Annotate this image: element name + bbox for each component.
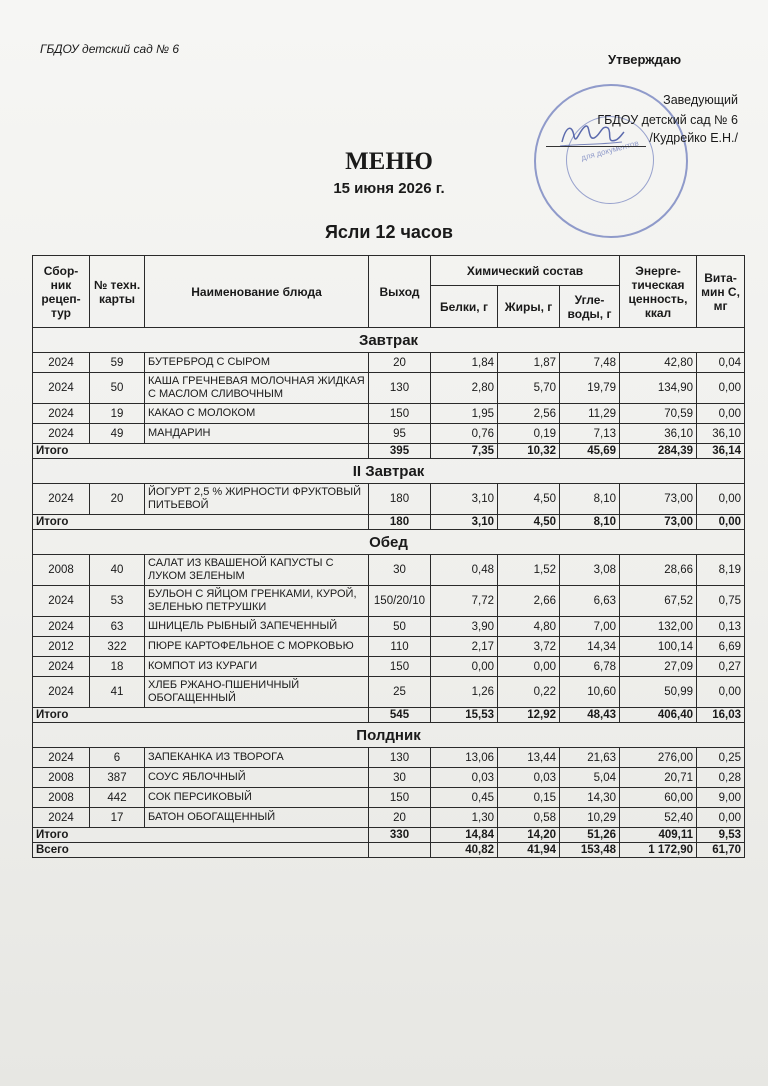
dish-name-cell: БУЛЬОН С ЯЙЦОМ ГРЕНКАМИ, КУРОЙ, ЗЕЛЕНЬЮ ПЕТРУШКИ	[145, 586, 369, 617]
energy-cell: 27,09	[620, 657, 697, 677]
vitamin-c-cell: 8,19	[697, 555, 745, 586]
handwritten-signature	[556, 118, 626, 152]
collection-cell: 2008	[33, 555, 90, 586]
subtotal-output: 180	[369, 515, 431, 530]
fat-cell: 1,52	[498, 555, 560, 586]
card-cell: 387	[90, 768, 145, 788]
organization-name: ГБДОУ детский сад № 6	[40, 42, 180, 56]
column-header-fat: Жиры, г	[498, 286, 560, 328]
output-cell: 30	[369, 555, 431, 586]
dish-name-cell: САЛАТ ИЗ КВАШЕНОЙ КАПУСТЫ С ЛУКОМ ЗЕЛЕНЫМ	[145, 555, 369, 586]
dish-name-cell: КОМПОТ ИЗ КУРАГИ	[145, 657, 369, 677]
subtotal-vitamin-c: 9,53	[697, 828, 745, 843]
subtotal-fat: 4,50	[498, 515, 560, 530]
energy-cell: 100,14	[620, 637, 697, 657]
protein-cell: 1,26	[431, 677, 498, 708]
output-cell: 150	[369, 657, 431, 677]
vitamin-c-cell: 9,00	[697, 788, 745, 808]
collection-cell: 2012	[33, 637, 90, 657]
energy-cell: 70,59	[620, 404, 697, 424]
protein-cell: 7,72	[431, 586, 498, 617]
subtotal-carbs: 51,26	[560, 828, 620, 843]
column-header-chemical: Химический состав	[431, 256, 620, 286]
output-cell: 25	[369, 677, 431, 708]
card-cell: 6	[90, 748, 145, 768]
grand-total-protein: 40,82	[431, 843, 498, 858]
document-title: МЕНЮ	[345, 148, 433, 175]
collection-cell: 2024	[33, 808, 90, 828]
output-cell: 95	[369, 424, 431, 444]
table-row	[33, 768, 745, 788]
card-cell: 50	[90, 373, 145, 404]
grand-total-carbs: 153,48	[560, 843, 620, 858]
section-header-row	[33, 328, 745, 353]
card-cell: 59	[90, 353, 145, 373]
fat-cell: 3,72	[498, 637, 560, 657]
table-row	[33, 424, 745, 444]
output-cell: 150	[369, 788, 431, 808]
protein-cell: 0,00	[431, 657, 498, 677]
energy-cell: 28,66	[620, 555, 697, 586]
fat-cell: 0,22	[498, 677, 560, 708]
subtotal-label: Итого	[33, 828, 369, 843]
subtotal-fat: 12,92	[498, 708, 560, 723]
section-title: Завтрак	[33, 328, 745, 353]
dish-name-cell: ЙОГУРТ 2,5 % ЖИРНОСТИ ФРУКТОВЫЙ ПИТЬЕВОЙ	[145, 484, 369, 515]
protein-cell: 1,30	[431, 808, 498, 828]
column-header-output: Выход	[369, 256, 431, 328]
card-cell: 53	[90, 586, 145, 617]
collection-cell: 2024	[33, 373, 90, 404]
card-cell: 322	[90, 637, 145, 657]
collection-cell: 2008	[33, 788, 90, 808]
fat-cell: 1,87	[498, 353, 560, 373]
grand-total-row	[33, 843, 745, 858]
dish-name-cell: КАША ГРЕЧНЕВАЯ МОЛОЧНАЯ ЖИДКАЯ С МАСЛОМ СЛИВОЧНЫМ	[145, 373, 369, 404]
vitamin-c-cell: 0,00	[697, 373, 745, 404]
carbs-cell: 14,30	[560, 788, 620, 808]
carbs-cell: 10,60	[560, 677, 620, 708]
carbs-cell: 8,10	[560, 484, 620, 515]
card-cell: 19	[90, 404, 145, 424]
subtotal-protein: 15,53	[431, 708, 498, 723]
protein-cell: 0,03	[431, 768, 498, 788]
carbs-cell: 7,13	[560, 424, 620, 444]
vitamin-c-cell: 0,00	[697, 808, 745, 828]
collection-cell: 2024	[33, 617, 90, 637]
column-header-collection: Сбор-ник рецеп-тур	[33, 256, 90, 328]
age-group: Ясли 12 часов	[324, 222, 453, 242]
table-row	[33, 555, 745, 586]
energy-cell: 50,99	[620, 677, 697, 708]
fat-cell: 0,03	[498, 768, 560, 788]
subtotal-row	[33, 828, 745, 843]
card-cell: 40	[90, 555, 145, 586]
subtotal-label: Итого	[33, 444, 369, 459]
collection-cell: 2024	[33, 657, 90, 677]
fat-cell: 4,80	[498, 617, 560, 637]
subtotal-fat: 10,32	[498, 444, 560, 459]
table-row	[33, 484, 745, 515]
carbs-cell: 7,48	[560, 353, 620, 373]
collection-cell: 2024	[33, 748, 90, 768]
subtotal-protein: 14,84	[431, 828, 498, 843]
vitamin-c-cell: 0,28	[697, 768, 745, 788]
subtotal-row	[33, 444, 745, 459]
subtotal-row	[33, 515, 745, 530]
vitamin-c-cell: 0,13	[697, 617, 745, 637]
carbs-cell: 19,79	[560, 373, 620, 404]
card-cell: 20	[90, 484, 145, 515]
energy-cell: 36,10	[620, 424, 697, 444]
section-header-row	[33, 530, 745, 555]
grand-total-vitamin-c: 61,70	[697, 843, 745, 858]
subtotal-label: Итого	[33, 515, 369, 530]
subtotal-energy: 409,11	[620, 828, 697, 843]
collection-cell: 2024	[33, 353, 90, 373]
dish-name-cell: ЗАПЕКАНКА ИЗ ТВОРОГА	[145, 748, 369, 768]
dish-name-cell: ПЮРЕ КАРТОФЕЛЬНОЕ С МОРКОВЬЮ	[145, 637, 369, 657]
subtotal-protein: 3,10	[431, 515, 498, 530]
card-cell: 442	[90, 788, 145, 808]
card-cell: 41	[90, 677, 145, 708]
subtotal-row	[33, 708, 745, 723]
head-organization: ГБДОУ детский сад № 6	[597, 113, 738, 127]
protein-cell: 0,76	[431, 424, 498, 444]
carbs-cell: 7,00	[560, 617, 620, 637]
protein-cell: 3,10	[431, 484, 498, 515]
dish-name-cell: СОК ПЕРСИКОВЫЙ	[145, 788, 369, 808]
energy-cell: 20,71	[620, 768, 697, 788]
energy-cell: 132,00	[620, 617, 697, 637]
subtotal-output: 395	[369, 444, 431, 459]
subtotal-vitamin-c: 16,03	[697, 708, 745, 723]
table-row	[33, 353, 745, 373]
vitamin-c-cell: 0,04	[697, 353, 745, 373]
subtotal-energy: 406,40	[620, 708, 697, 723]
subtotal-protein: 7,35	[431, 444, 498, 459]
section-title: Полдник	[33, 723, 745, 748]
stamp-text: для документов	[580, 138, 640, 163]
protein-cell: 2,17	[431, 637, 498, 657]
table-row	[33, 617, 745, 637]
collection-cell: 2024	[33, 484, 90, 515]
subtotal-vitamin-c: 36,14	[697, 444, 745, 459]
column-header-vitamin-c: Вита-мин С, мг	[697, 256, 745, 328]
energy-cell: 52,40	[620, 808, 697, 828]
energy-cell: 67,52	[620, 586, 697, 617]
dish-name-cell: СОУС ЯБЛОЧНЫЙ	[145, 768, 369, 788]
vitamin-c-cell: 36,10	[697, 424, 745, 444]
dish-name-cell: ХЛЕБ РЖАНО-ПШЕНИЧНЫЙ ОБОГАЩЕННЫЙ	[145, 677, 369, 708]
protein-cell: 3,90	[431, 617, 498, 637]
collection-cell: 2008	[33, 768, 90, 788]
table-row	[33, 808, 745, 828]
subtotal-energy: 284,39	[620, 444, 697, 459]
fat-cell: 0,15	[498, 788, 560, 808]
carbs-cell: 11,29	[560, 404, 620, 424]
fat-cell: 0,58	[498, 808, 560, 828]
vitamin-c-cell: 0,75	[697, 586, 745, 617]
fat-cell: 5,70	[498, 373, 560, 404]
dish-name-cell: ШНИЦЕЛЬ РЫБНЫЙ ЗАПЕЧЕННЫЙ	[145, 617, 369, 637]
vitamin-c-cell: 0,00	[697, 677, 745, 708]
fat-cell: 4,50	[498, 484, 560, 515]
output-cell: 150	[369, 404, 431, 424]
grand-total-fat: 41,94	[498, 843, 560, 858]
carbs-cell: 10,29	[560, 808, 620, 828]
protein-cell: 13,06	[431, 748, 498, 768]
protein-cell: 0,45	[431, 788, 498, 808]
output-cell: 130	[369, 748, 431, 768]
column-header-card: № техн. карты	[90, 256, 145, 328]
vitamin-c-cell: 6,69	[697, 637, 745, 657]
output-cell: 110	[369, 637, 431, 657]
table-row	[33, 677, 745, 708]
vitamin-c-cell: 0,25	[697, 748, 745, 768]
fat-cell: 0,19	[498, 424, 560, 444]
carbs-cell: 6,78	[560, 657, 620, 677]
subtotal-output: 330	[369, 828, 431, 843]
vitamin-c-cell: 0,00	[697, 484, 745, 515]
output-cell: 20	[369, 353, 431, 373]
head-name: /Кудрейко Е.Н./	[649, 131, 738, 145]
subtotal-carbs: 48,43	[560, 708, 620, 723]
fat-cell: 0,00	[498, 657, 560, 677]
grand-total-label: Всего	[33, 843, 369, 858]
subtotal-label: Итого	[33, 708, 369, 723]
section-title: Обед	[33, 530, 745, 555]
collection-cell: 2024	[33, 677, 90, 708]
fat-cell: 13,44	[498, 748, 560, 768]
table-row	[33, 657, 745, 677]
column-header-protein: Белки, г	[431, 286, 498, 328]
vitamin-c-cell: 0,00	[697, 404, 745, 424]
output-cell: 30	[369, 768, 431, 788]
approve-label: Утверждаю	[608, 52, 682, 67]
grand-total-energy: 1 172,90	[620, 843, 697, 858]
output-cell: 50	[369, 617, 431, 637]
table-row	[33, 373, 745, 404]
column-header-energy: Энерге-тическая ценность, ккал	[620, 256, 697, 328]
carbs-cell: 5,04	[560, 768, 620, 788]
energy-cell: 73,00	[620, 484, 697, 515]
dish-name-cell: БАТОН ОБОГАЩЕННЫЙ	[145, 808, 369, 828]
fat-cell: 2,66	[498, 586, 560, 617]
subtotal-vitamin-c: 0,00	[697, 515, 745, 530]
output-cell: 150/20/10	[369, 586, 431, 617]
card-cell: 49	[90, 424, 145, 444]
protein-cell: 0,48	[431, 555, 498, 586]
protein-cell: 2,80	[431, 373, 498, 404]
table-row	[33, 637, 745, 657]
subtotal-output: 545	[369, 708, 431, 723]
menu-table-body	[33, 328, 745, 858]
energy-cell: 42,80	[620, 353, 697, 373]
grand-total-output	[369, 843, 431, 858]
section-header-row	[33, 723, 745, 748]
menu-table	[32, 255, 745, 858]
card-cell: 17	[90, 808, 145, 828]
subtotal-energy: 73,00	[620, 515, 697, 530]
card-cell: 63	[90, 617, 145, 637]
head-title: Заведующий	[663, 93, 738, 107]
dish-name-cell: КАКАО С МОЛОКОМ	[145, 404, 369, 424]
column-header-carbs: Угле-воды, г	[560, 286, 620, 328]
section-header-row	[33, 459, 745, 484]
table-row	[33, 788, 745, 808]
fat-cell: 2,56	[498, 404, 560, 424]
collection-cell: 2024	[33, 404, 90, 424]
dish-name-cell: БУТЕРБРОД С СЫРОМ	[145, 353, 369, 373]
energy-cell: 276,00	[620, 748, 697, 768]
carbs-cell: 3,08	[560, 555, 620, 586]
subtotal-carbs: 45,69	[560, 444, 620, 459]
collection-cell: 2024	[33, 424, 90, 444]
section-title: II Завтрак	[33, 459, 745, 484]
collection-cell: 2024	[33, 586, 90, 617]
dish-name-cell: МАНДАРИН	[145, 424, 369, 444]
carbs-cell: 14,34	[560, 637, 620, 657]
subtotal-carbs: 8,10	[560, 515, 620, 530]
energy-cell: 60,00	[620, 788, 697, 808]
table-row	[33, 586, 745, 617]
protein-cell: 1,95	[431, 404, 498, 424]
table-row	[33, 748, 745, 768]
menu-date: 15 июня 2026 г.	[333, 180, 445, 197]
energy-cell: 134,90	[620, 373, 697, 404]
subtotal-fat: 14,20	[498, 828, 560, 843]
protein-cell: 1,84	[431, 353, 498, 373]
vitamin-c-cell: 0,27	[697, 657, 745, 677]
carbs-cell: 21,63	[560, 748, 620, 768]
table-row	[33, 404, 745, 424]
carbs-cell: 6,63	[560, 586, 620, 617]
column-header-dish: Наименование блюда	[145, 256, 369, 328]
card-cell: 18	[90, 657, 145, 677]
output-cell: 130	[369, 373, 431, 404]
output-cell: 20	[369, 808, 431, 828]
output-cell: 180	[369, 484, 431, 515]
